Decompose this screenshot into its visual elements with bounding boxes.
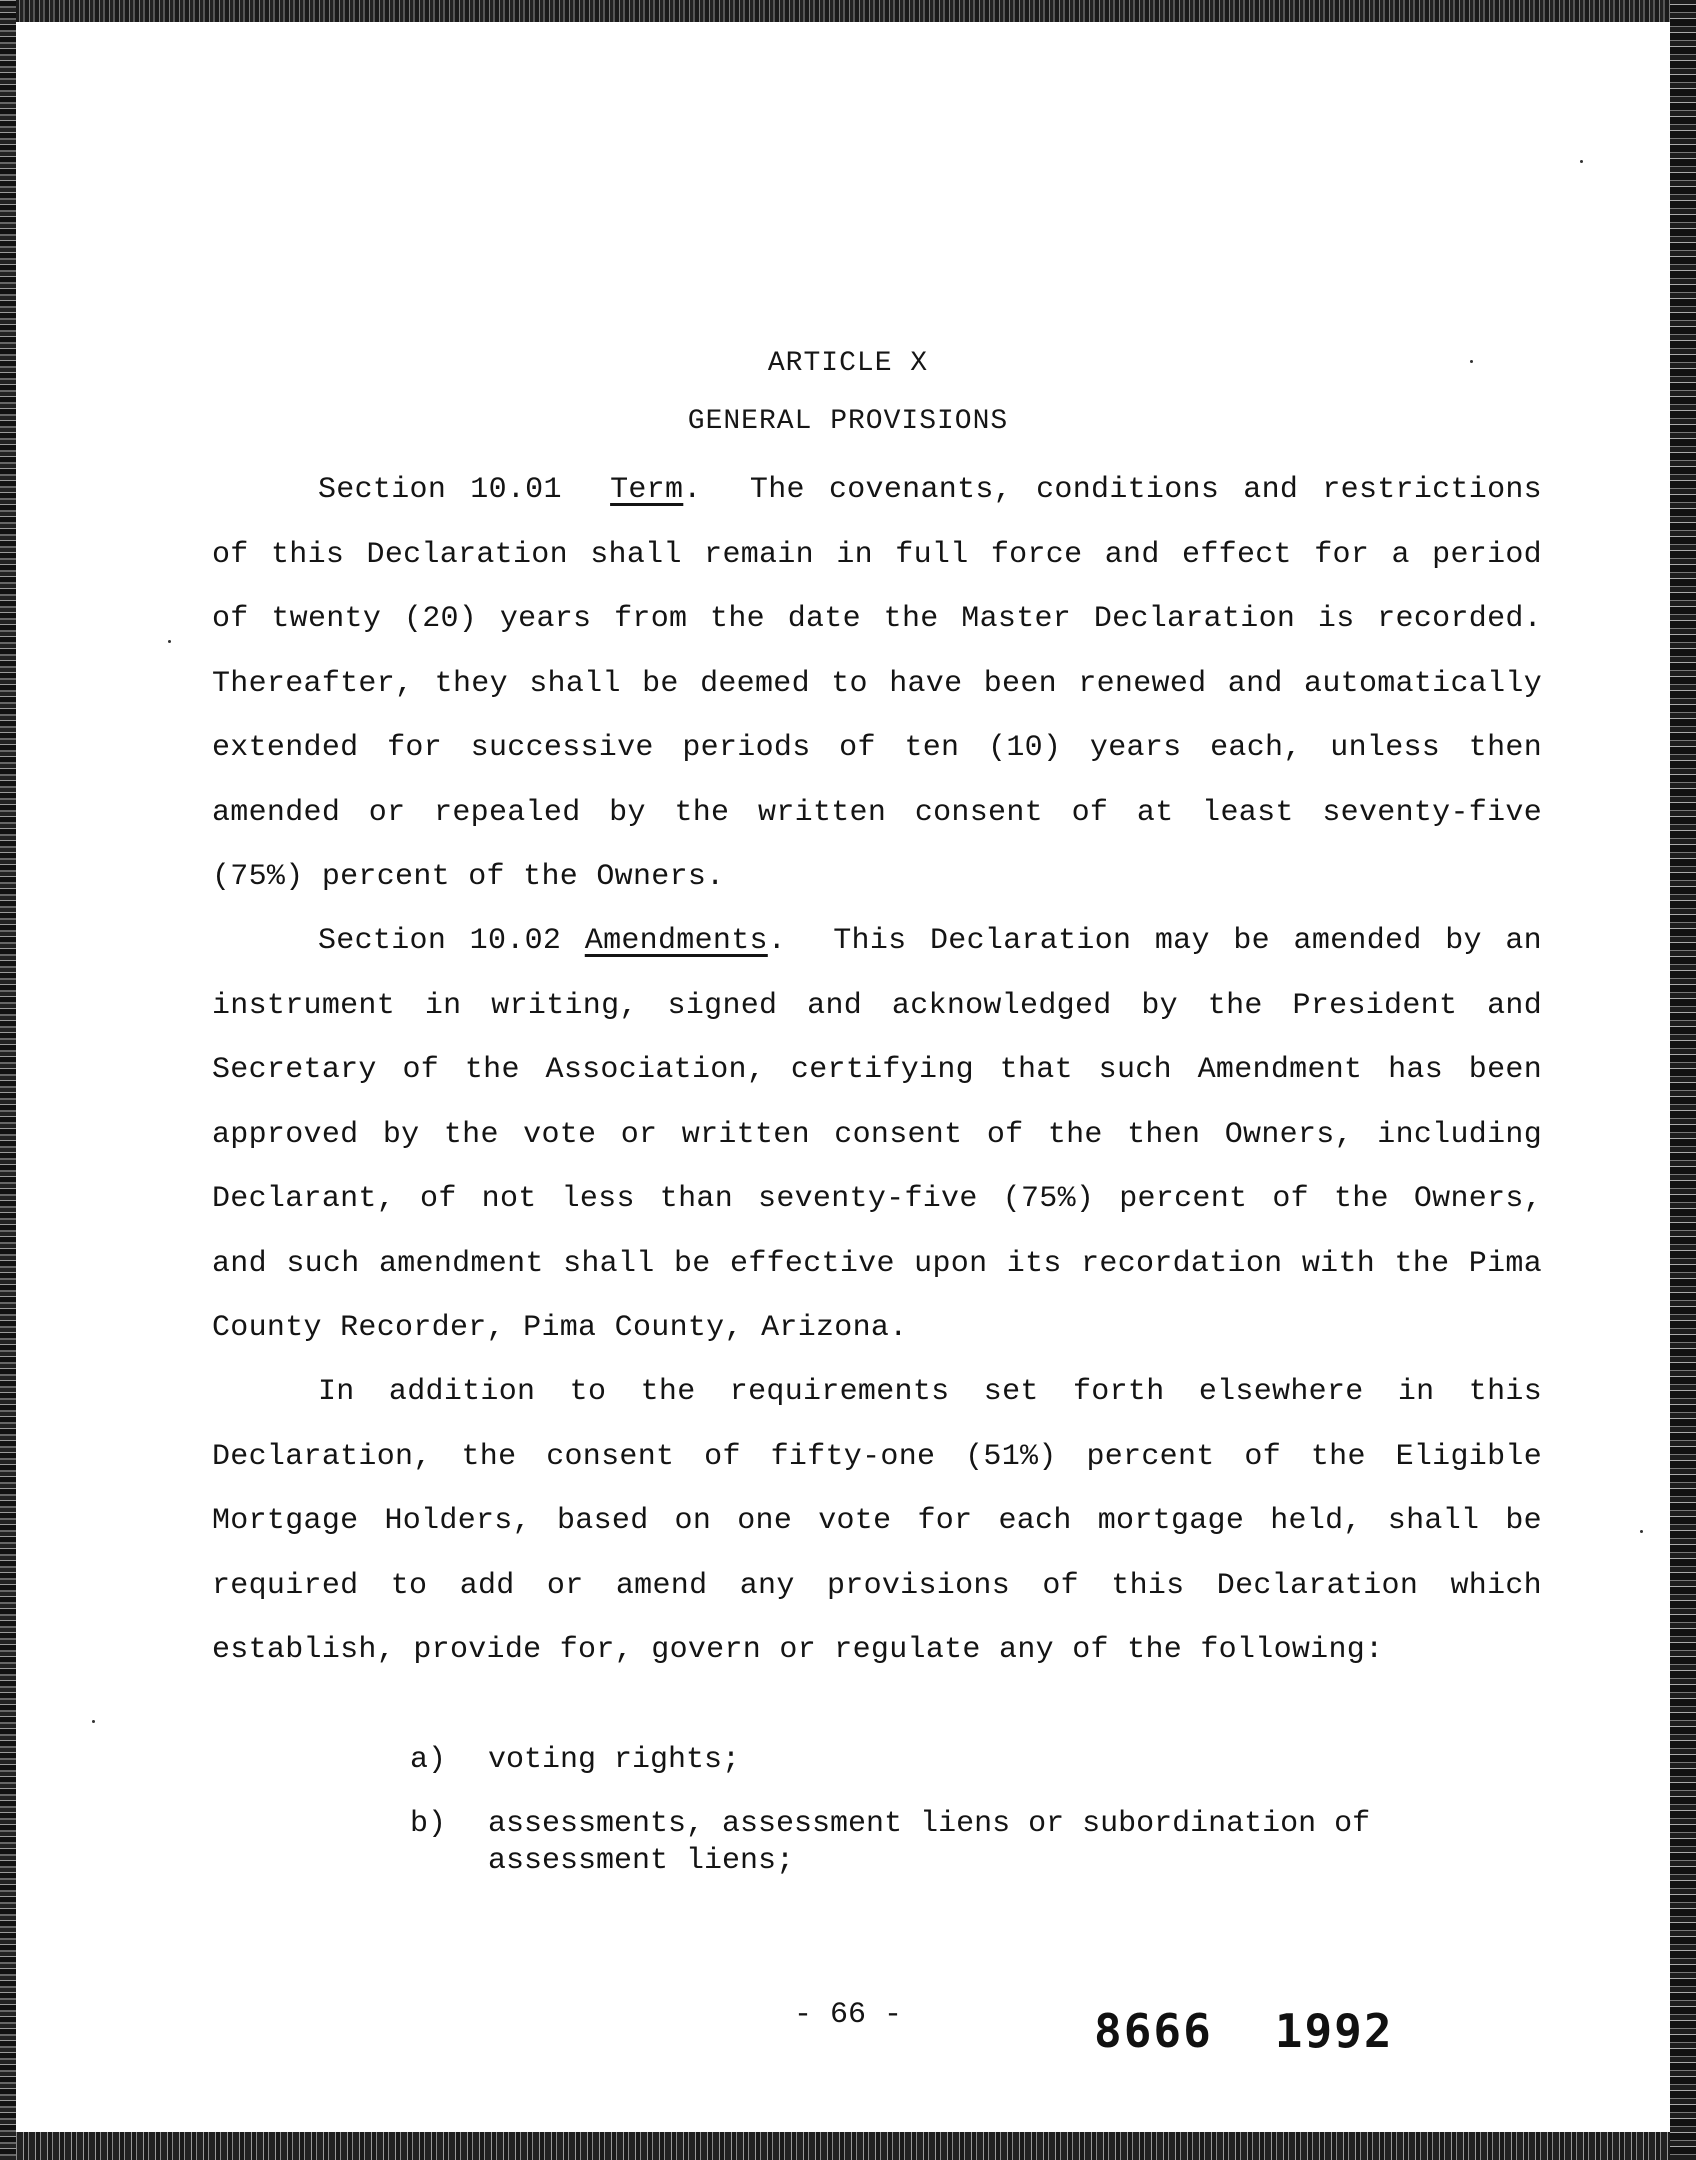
section-10-01: Section 10.01 Term. The covenants, conditions and restrictions of this Declaration shall remain in full force and effect for a period of twenty (20) years from the date the Master Declaration is recorded. Thereafter, they shall be deemed to have been renewed and automatically extended for successive periods of ten (10) years each, unless then amended or repealed by the written consent of at least seventy-five (75%) percent of the Owners. xyxy=(212,473,1542,894)
article-subheading: GENERAL PROVISIONS xyxy=(687,406,1009,437)
list-marker: b) xyxy=(410,1807,447,1841)
scan-speck xyxy=(168,640,171,643)
scan-edge-top xyxy=(0,0,1696,22)
section-10-02: Section 10.02 Amendments. This Declaration may be amended by an instrument in writing, signed and acknowledged by the President and Secretary of the Association, certifying that such Amendment has been approved by the vote or written consent of the then Owners, including Declarant, of not less than seventy-five (75%) percent of the Owners, and such amendment shall be effective upon its recordation with the Pima County Recorder, Pima County, Arizona. xyxy=(212,924,1542,1345)
scan-edge-left xyxy=(0,0,16,2160)
section-text: This Declaration may be amended by an instrument in writing, signed and acknowledged by the President and Secretary of the Association, certifying that such Amendment has been approved by the vote or written consent of the then Owners, including Declarant, of not less than seventy-five (75%) percent of the Owners, and such amendment shall be effective upon its recordation with the Pima County Recorder, Pima County, Arizona. xyxy=(212,924,1542,1345)
section-text: The covenants, conditions and restrictions of this Declaration shall remain in full force and effect for a period of twenty (20) years from the date the Master Declaration is recorded. Thereafter, they shall be deemed to have been renewed and automatically extended for successive periods of ten (10) years each, unless then amended or repealed by the written consent of at least seventy-five (75%) percent of the Owners. xyxy=(212,473,1542,894)
page-number: - 66 - xyxy=(793,1998,903,2032)
section-title: Amendments xyxy=(584,924,768,958)
list-marker: a) xyxy=(410,1743,447,1777)
scan-speck xyxy=(92,1720,95,1723)
section-title: Term xyxy=(610,473,684,507)
section-label: Section 10.01 xyxy=(318,473,562,507)
recording-docket: 8666 xyxy=(1094,2004,1213,2058)
list-item xyxy=(410,1806,1530,1880)
scan-speck xyxy=(1580,160,1583,163)
list-item xyxy=(410,1742,1530,1779)
scan-speck xyxy=(1640,1530,1643,1533)
recording-page: 1992 xyxy=(1274,2004,1394,2058)
recording-number xyxy=(1094,2004,1394,2058)
scan-edge-bottom xyxy=(0,2132,1696,2160)
article-heading: ARTICLE X xyxy=(767,348,929,379)
list-text: voting rights; xyxy=(488,1743,741,1777)
list-text: assessments, assessment liens or subordination of assessment liens; xyxy=(488,1807,1371,1878)
addition-paragraph: In addition to the requirements set forth elsewhere in this Declaration, the consent of fifty-one (51%) percent of the Eligible Mortgage Holders, based on one vote for each mortgage held, shall be required to add or amend any provisions of this Declaration which establish, provide for, govern or regulate any of the following: xyxy=(212,1375,1542,1667)
scan-edge-right xyxy=(1670,0,1696,2160)
section-label: Section 10.02 xyxy=(318,924,562,958)
